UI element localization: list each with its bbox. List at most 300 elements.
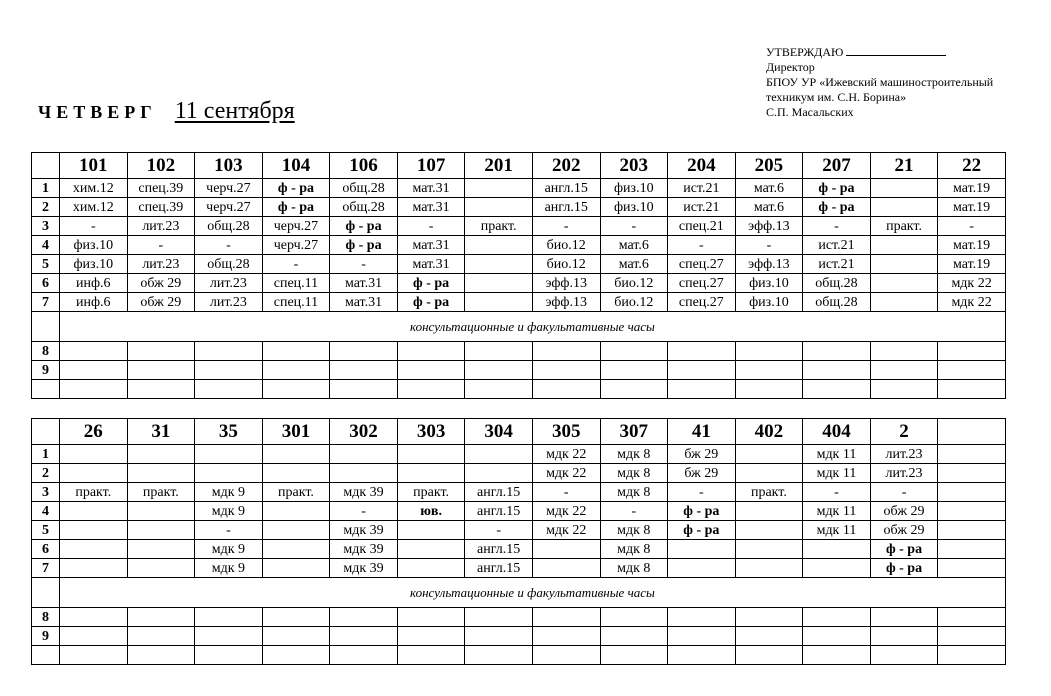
schedule-cell: мат.31	[397, 236, 465, 255]
schedule-cell	[803, 608, 871, 627]
schedule-cell	[127, 361, 195, 380]
approval-line	[766, 44, 993, 60]
schedule-cell: бж 29	[668, 464, 736, 483]
schedule-cell	[397, 608, 465, 627]
schedule-cell: бж 29	[668, 445, 736, 464]
approval-position: Директор	[766, 60, 815, 74]
schedule-cell	[330, 445, 398, 464]
room-header: 304	[465, 419, 533, 445]
schedule-cell	[195, 445, 263, 464]
lesson-row	[32, 502, 1006, 521]
schedule-cell	[127, 342, 195, 361]
schedule-cell	[870, 198, 938, 217]
schedule-cell: ист.21	[803, 255, 871, 274]
schedule-cell: -	[938, 217, 1006, 236]
room-header	[938, 419, 1006, 445]
schedule-cell	[803, 559, 871, 578]
schedule-cell	[397, 646, 465, 665]
schedule-cell: био.12	[600, 274, 668, 293]
schedule-cell: мат.19	[938, 236, 1006, 255]
schedule-cell	[465, 608, 533, 627]
schedule-cell: -	[803, 483, 871, 502]
schedule-cell: мат.19	[938, 255, 1006, 274]
schedule-cell: мдк 8	[600, 559, 668, 578]
schedule-cell	[262, 502, 330, 521]
schedule-cell: -	[870, 483, 938, 502]
schedule-cell: мдк 11	[803, 464, 871, 483]
schedule-cell	[465, 380, 533, 399]
schedule-cell	[465, 646, 533, 665]
schedule-table-2	[31, 418, 1006, 665]
schedule-cell	[938, 361, 1006, 380]
lesson-number: 2	[32, 464, 60, 483]
schedule-cell	[600, 380, 668, 399]
schedule-cell: -	[465, 521, 533, 540]
schedule-cell: спец.27	[668, 255, 736, 274]
schedule-cell: мдк 8	[600, 483, 668, 502]
room-header: 205	[735, 153, 803, 179]
schedule-cell: мдк 11	[803, 445, 871, 464]
schedule-cell: мдк 22	[532, 521, 600, 540]
schedule-cell: -	[397, 217, 465, 236]
extra-row	[32, 646, 1006, 665]
schedule-cell: ф - ра	[668, 502, 736, 521]
lesson-number: 4	[32, 502, 60, 521]
approval-label: УТВЕРЖДАЮ	[766, 45, 844, 59]
schedule-cell	[195, 608, 263, 627]
schedule-cell: спец.21	[668, 217, 736, 236]
schedule-cell: спец.39	[127, 198, 195, 217]
lesson-number: 9	[32, 361, 60, 380]
schedule-cell	[532, 559, 600, 578]
schedule-cell	[600, 608, 668, 627]
note-row	[32, 312, 1006, 342]
extra-row	[32, 608, 1006, 627]
schedule-cell: физ.10	[60, 236, 128, 255]
extra-row	[32, 361, 1006, 380]
schedule-cell: англ.15	[465, 483, 533, 502]
schedule-cell: -	[195, 521, 263, 540]
schedule-cell	[127, 464, 195, 483]
schedule-cell	[668, 361, 736, 380]
schedule-cell: ист.21	[668, 179, 736, 198]
lesson-number	[32, 646, 60, 665]
schedule-cell	[668, 342, 736, 361]
schedule-cell	[60, 464, 128, 483]
schedule-cell: физ.10	[600, 198, 668, 217]
schedule-cell	[465, 464, 533, 483]
schedule-cell	[465, 627, 533, 646]
schedule-cell	[870, 293, 938, 312]
schedule-cell	[262, 464, 330, 483]
schedule-cell: ф - ра	[262, 198, 330, 217]
schedule-cell: практ.	[465, 217, 533, 236]
schedule-cell	[938, 646, 1006, 665]
room-header: 302	[330, 419, 398, 445]
schedule-cell: общ.28	[803, 274, 871, 293]
schedule-cell	[60, 342, 128, 361]
schedule-cell: черч.27	[262, 236, 330, 255]
schedule-cell	[532, 342, 600, 361]
schedule-cell	[127, 540, 195, 559]
schedule-cell: мдк 39	[330, 521, 398, 540]
room-header: 103	[195, 153, 263, 179]
room-header: 22	[938, 153, 1006, 179]
note-spacer	[32, 578, 60, 608]
schedule-cell	[735, 464, 803, 483]
schedule-cell: общ.28	[195, 255, 263, 274]
room-header: 404	[803, 419, 871, 445]
schedule-cell: мат.6	[600, 255, 668, 274]
lesson-row	[32, 540, 1006, 559]
schedule-cell	[60, 521, 128, 540]
schedule-cell: практ.	[262, 483, 330, 502]
schedule-cell: -	[330, 502, 398, 521]
schedule-cell	[803, 540, 871, 559]
schedule-cell	[870, 361, 938, 380]
schedule-cell	[60, 627, 128, 646]
page-title	[38, 98, 295, 125]
schedule-cell	[938, 380, 1006, 399]
schedule-cell: эфф.13	[735, 217, 803, 236]
schedule-cell: англ.15	[465, 559, 533, 578]
schedule-cell: мдк 11	[803, 521, 871, 540]
schedule-cell: практ.	[127, 483, 195, 502]
schedule-cell	[870, 380, 938, 399]
schedule-cell	[262, 559, 330, 578]
schedule-cell	[735, 540, 803, 559]
schedule-cell: мат.6	[735, 198, 803, 217]
schedule-cell	[397, 627, 465, 646]
signature-line	[846, 44, 946, 56]
schedule-cell	[600, 646, 668, 665]
lesson-number: 1	[32, 179, 60, 198]
schedule-cell: -	[60, 217, 128, 236]
approval-org-line1: БПОУ УР «Ижевский машиностроительный	[766, 75, 994, 89]
schedule-cell: общ.28	[330, 198, 398, 217]
schedule-cell: англ.15	[465, 540, 533, 559]
schedule-cell	[330, 361, 398, 380]
schedule-cell	[870, 236, 938, 255]
schedule-cell	[465, 274, 533, 293]
lesson-row	[32, 274, 1006, 293]
schedule-cell: мдк 9	[195, 502, 263, 521]
schedule-cell	[330, 608, 398, 627]
schedule-cell	[532, 608, 600, 627]
schedule-cell	[195, 646, 263, 665]
schedule-cell	[803, 627, 871, 646]
schedule-cell: ф - ра	[803, 198, 871, 217]
schedule-cell	[397, 559, 465, 578]
schedule-cell: мдк 8	[600, 445, 668, 464]
schedule-cell: спец.39	[127, 179, 195, 198]
schedule-cell	[195, 627, 263, 646]
lesson-row	[32, 217, 1006, 236]
schedule-cell: физ.10	[735, 293, 803, 312]
schedule-cell	[465, 342, 533, 361]
schedule-cell: мдк 39	[330, 559, 398, 578]
room-header-row	[32, 419, 1006, 445]
schedule-cell	[870, 627, 938, 646]
schedule-cell	[262, 608, 330, 627]
schedule-cell: ф - ра	[330, 217, 398, 236]
schedule-cell	[735, 521, 803, 540]
title-day: ЧЕТВЕРГ	[38, 102, 157, 122]
schedule-cell: инф.6	[60, 274, 128, 293]
schedule-cell	[330, 342, 398, 361]
note-spacer	[32, 312, 60, 342]
schedule-cell: мдк 9	[195, 540, 263, 559]
lesson-row	[32, 198, 1006, 217]
schedule-cell: физ.10	[600, 179, 668, 198]
schedule-cell: -	[532, 483, 600, 502]
schedule-cell	[195, 342, 263, 361]
schedule-cell: -	[262, 255, 330, 274]
schedule-cell	[938, 445, 1006, 464]
schedule-cell	[532, 540, 600, 559]
schedule-cell	[938, 342, 1006, 361]
schedule-cell: лит.23	[127, 217, 195, 236]
consultation-note: консультационные и факультативные часы	[60, 312, 1006, 342]
room-header: 305	[532, 419, 600, 445]
schedule-cell: мат.19	[938, 198, 1006, 217]
schedule-cell	[60, 380, 128, 399]
schedule-cell	[195, 380, 263, 399]
schedule-cell: ф - ра	[397, 274, 465, 293]
schedule-cell: обж 29	[870, 521, 938, 540]
schedule-cell: черч.27	[195, 198, 263, 217]
schedule-cell	[465, 255, 533, 274]
schedule-cell: мдк 22	[532, 502, 600, 521]
schedule-cell	[600, 342, 668, 361]
schedule-cell: мат.31	[397, 179, 465, 198]
corner-cell	[32, 419, 60, 445]
schedule-cell	[735, 502, 803, 521]
schedule-cell: мат.6	[600, 236, 668, 255]
schedule-cell	[532, 380, 600, 399]
lesson-number: 9	[32, 627, 60, 646]
schedule-cell: мат.19	[938, 179, 1006, 198]
room-header: 2	[870, 419, 938, 445]
schedule-cell: обж 29	[127, 293, 195, 312]
schedule-cell	[262, 361, 330, 380]
lesson-row	[32, 236, 1006, 255]
schedule-cell	[330, 464, 398, 483]
schedule-cell	[938, 464, 1006, 483]
schedule-cell	[668, 608, 736, 627]
schedule-cell	[127, 559, 195, 578]
schedule-cell	[262, 380, 330, 399]
schedule-cell: спец.11	[262, 274, 330, 293]
lesson-row	[32, 255, 1006, 274]
schedule-cell: физ.10	[60, 255, 128, 274]
schedule-cell: спец.27	[668, 274, 736, 293]
room-header: 106	[330, 153, 398, 179]
lesson-number: 5	[32, 521, 60, 540]
extra-row	[32, 342, 1006, 361]
schedule-cell	[262, 646, 330, 665]
room-header: 104	[262, 153, 330, 179]
schedule-cell: инф.6	[60, 293, 128, 312]
schedule-cell	[938, 483, 1006, 502]
room-header: 21	[870, 153, 938, 179]
title-date: 11 сентября	[174, 98, 295, 124]
schedule-cell: практ.	[735, 483, 803, 502]
schedule-cell: практ.	[870, 217, 938, 236]
schedule-cell	[735, 361, 803, 380]
schedule-cell: лит.23	[195, 274, 263, 293]
schedule-cell	[668, 627, 736, 646]
schedule-cell: мдк 9	[195, 559, 263, 578]
lesson-number	[32, 380, 60, 399]
schedule-cell: общ.28	[195, 217, 263, 236]
schedule-cell	[735, 627, 803, 646]
lesson-number: 4	[32, 236, 60, 255]
lesson-number: 6	[32, 274, 60, 293]
schedule-cell	[127, 646, 195, 665]
lesson-row	[32, 483, 1006, 502]
schedule-cell: ф - ра	[397, 293, 465, 312]
corner-cell	[32, 153, 60, 179]
room-header: 204	[668, 153, 736, 179]
schedule-cell	[262, 540, 330, 559]
schedule-cell: англ.15	[532, 198, 600, 217]
room-header: 301	[262, 419, 330, 445]
schedule-cell	[127, 502, 195, 521]
schedule-cell: лит.23	[870, 464, 938, 483]
schedule-cell	[60, 559, 128, 578]
schedule-cell	[600, 361, 668, 380]
lesson-row	[32, 445, 1006, 464]
schedule-cell: мдк 8	[600, 464, 668, 483]
schedule-cell: мдк 22	[532, 464, 600, 483]
lesson-number: 3	[32, 217, 60, 236]
schedule-cell	[668, 559, 736, 578]
room-header: 207	[803, 153, 871, 179]
schedule-cell	[600, 627, 668, 646]
schedule-cell	[532, 646, 600, 665]
schedule-cell: ф - ра	[870, 540, 938, 559]
lesson-row	[32, 559, 1006, 578]
room-header: 402	[735, 419, 803, 445]
schedule-cell	[735, 342, 803, 361]
schedule-cell	[668, 540, 736, 559]
schedule-cell	[668, 380, 736, 399]
schedule-cell	[60, 608, 128, 627]
schedule-cell	[870, 255, 938, 274]
schedule-cell: спец.27	[668, 293, 736, 312]
schedule-cell: -	[600, 502, 668, 521]
lesson-number: 8	[32, 608, 60, 627]
schedule-cell: мат.31	[397, 255, 465, 274]
schedule-cell: мдк 22	[938, 293, 1006, 312]
schedule-cell	[195, 361, 263, 380]
schedule-cell	[60, 502, 128, 521]
schedule-cell: хим.12	[60, 198, 128, 217]
schedule-cell	[465, 179, 533, 198]
schedule-cell	[532, 627, 600, 646]
schedule-cell	[397, 540, 465, 559]
room-header: 203	[600, 153, 668, 179]
schedule-cell	[60, 540, 128, 559]
schedule-cell	[870, 646, 938, 665]
room-header: 303	[397, 419, 465, 445]
schedule-cell	[938, 521, 1006, 540]
schedule-cell: практ.	[60, 483, 128, 502]
schedule-table-1	[31, 152, 1006, 399]
approval-org-line2: техникум им. С.Н. Борина»	[766, 90, 907, 104]
schedule-cell	[938, 608, 1006, 627]
schedule-cell	[127, 445, 195, 464]
schedule-cell	[262, 627, 330, 646]
room-header: 26	[60, 419, 128, 445]
schedule-cell	[668, 646, 736, 665]
extra-row	[32, 627, 1006, 646]
schedule-cell	[938, 540, 1006, 559]
schedule-cell	[397, 380, 465, 399]
schedule-cell: черч.27	[262, 217, 330, 236]
schedule-cell	[330, 627, 398, 646]
lesson-row	[32, 293, 1006, 312]
lesson-number: 2	[32, 198, 60, 217]
schedule-cell: эфф.13	[532, 293, 600, 312]
schedule-cell: физ.10	[735, 274, 803, 293]
lesson-number: 1	[32, 445, 60, 464]
schedule-cell	[262, 521, 330, 540]
lesson-row	[32, 521, 1006, 540]
schedule-cell: мдк 22	[532, 445, 600, 464]
room-header: 41	[668, 419, 736, 445]
schedule-cell	[127, 627, 195, 646]
schedule-cell	[262, 445, 330, 464]
lesson-row	[32, 179, 1006, 198]
schedule-cell: общ.28	[330, 179, 398, 198]
schedule-cell	[60, 646, 128, 665]
schedule-cell	[465, 293, 533, 312]
schedule-cell	[127, 608, 195, 627]
schedule-cell	[465, 236, 533, 255]
schedule-cell: -	[600, 217, 668, 236]
schedule-cell: ист.21	[803, 236, 871, 255]
schedule-cell: -	[532, 217, 600, 236]
schedule-cell	[735, 380, 803, 399]
schedule-cell: черч.27	[195, 179, 263, 198]
approval-block	[766, 44, 993, 120]
approval-director-name: С.П. Масальских	[766, 105, 854, 119]
schedule-cell	[735, 646, 803, 665]
schedule-cell: -	[735, 236, 803, 255]
schedule-cell	[127, 380, 195, 399]
schedule-cell	[938, 627, 1006, 646]
schedule-cell: -	[668, 236, 736, 255]
schedule-cell	[870, 608, 938, 627]
schedule-cell	[330, 380, 398, 399]
schedule-cell: обж 29	[127, 274, 195, 293]
schedule-cell	[870, 342, 938, 361]
schedule-cell	[465, 445, 533, 464]
schedule-cell	[465, 198, 533, 217]
schedule-cell	[870, 274, 938, 293]
note-row	[32, 578, 1006, 608]
schedule-cell: ф - ра	[803, 179, 871, 198]
schedule-cell	[465, 361, 533, 380]
schedule-cell: -	[195, 236, 263, 255]
schedule-cell	[330, 646, 398, 665]
consultation-note: консультационные и факультативные часы	[60, 578, 1006, 608]
schedule-cell	[803, 342, 871, 361]
schedule-cell: мдк 8	[600, 521, 668, 540]
lesson-number: 7	[32, 559, 60, 578]
